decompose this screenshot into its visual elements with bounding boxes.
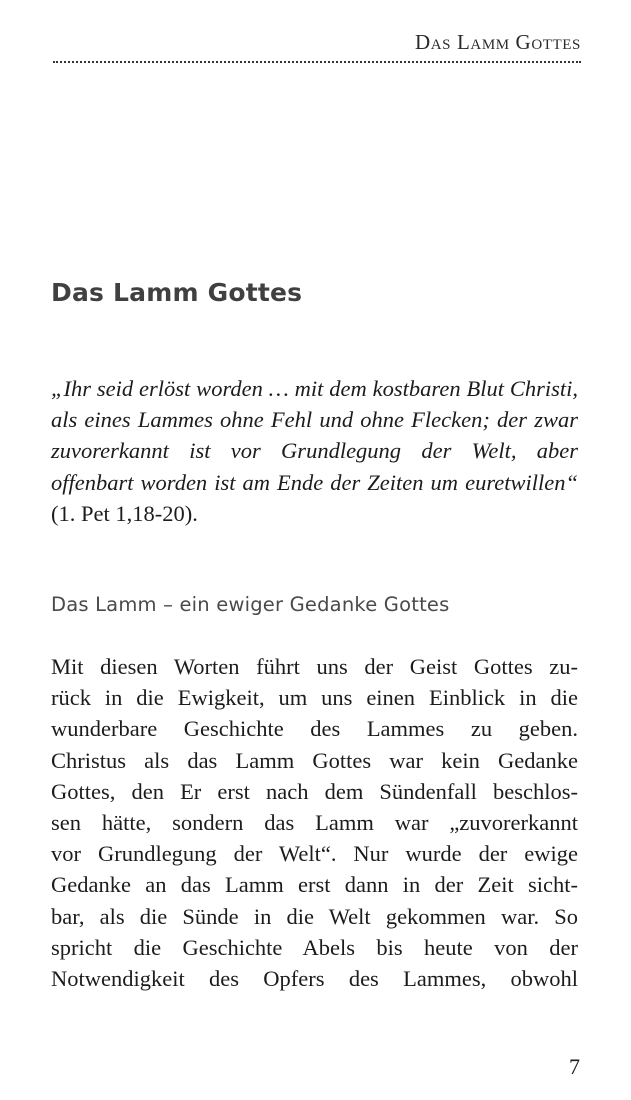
epigraph-quote: „Ihr seid erlöst worden … mit dem kostbaren Blut Christi, als eines Lammes ohne Fehl und ohne Flecken; der zwar zuvorerkannt ist vor Grundlegung der Welt, aber offenbart worden ist am Ende der Zeiten um euretwillen“ xyxy=(51,376,578,495)
body-line: Notwendigkeit des Opfers des Lammes, obwohl xyxy=(51,965,578,991)
header-dotted-rule xyxy=(53,61,581,63)
body-line: Gedanke an das Lamm erst dann in der Zeit sicht- xyxy=(51,872,578,898)
body-line: rück in die Ewigkeit, um uns einen Einblick in die xyxy=(51,685,578,711)
body-line: vor Grundlegung der Welt“. Nur wurde der ewige xyxy=(51,841,578,867)
body-line: Gottes, den Er erst nach dem Sündenfall beschlos- xyxy=(51,778,578,804)
body-paragraph xyxy=(51,651,578,994)
body-line: Mit diesen Worten führt uns der Geist Gottes zu- xyxy=(51,654,578,679)
body-line: sen hätte, sondern das Lamm war „zuvorerkannt xyxy=(51,809,578,835)
body-line: Christus als das Lamm Gottes war kein Gedanke xyxy=(51,747,578,773)
chapter-title: Das Lamm Gottes xyxy=(51,278,303,307)
body-line: spricht die Geschichte Abels bis heute von der xyxy=(51,934,578,960)
body-line: bar, als die Sünde in die Welt gekommen war. So xyxy=(51,903,578,929)
body-line: wunderbare Geschichte des Lammes zu geben. xyxy=(51,716,578,742)
epigraph-reference: (1. Pet 1,18-20). xyxy=(51,500,198,526)
page-number: 7 xyxy=(569,1054,580,1079)
running-head: Das Lamm Gottes xyxy=(414,30,581,54)
section-heading: Das Lamm – ein ewiger Gedanke Gottes xyxy=(51,593,450,616)
epigraph xyxy=(51,373,578,529)
